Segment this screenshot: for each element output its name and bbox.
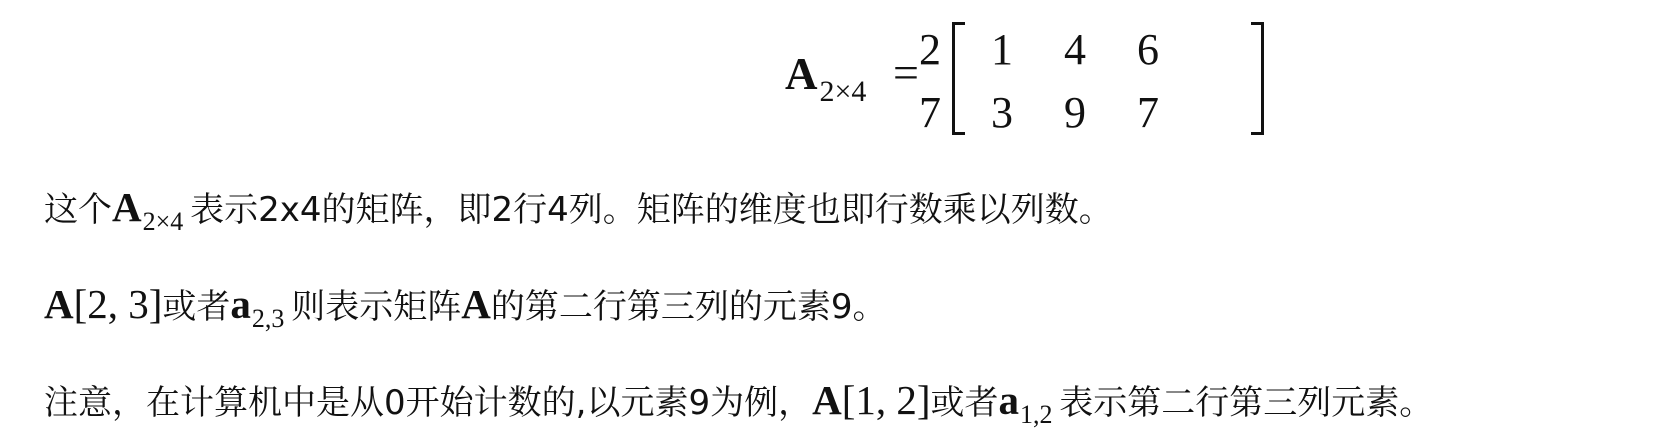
paragraph-element-index xyxy=(44,281,887,333)
paragraph-dimension xyxy=(44,184,1113,236)
line1-subscript: 2×4 xyxy=(142,207,184,236)
line3-index: [1, 2] xyxy=(841,377,931,423)
line3-element-symbol: a xyxy=(998,377,1019,423)
line3-connector: 或者 xyxy=(930,383,999,423)
line2-suffix: 的第二行第三列的元素9。 xyxy=(490,287,887,327)
matrix-subscript: 2×4 xyxy=(819,75,867,108)
paragraph-zero-index-note xyxy=(44,377,1434,429)
line1-prefix: 这个 xyxy=(44,190,112,230)
matrix-cell-r1c4: 6 xyxy=(1137,25,1159,74)
matrix-cell-r2c3: 9 xyxy=(1064,88,1086,137)
matrix-cell-r1c1: 2 xyxy=(919,25,941,74)
line2-connector: 或者 xyxy=(162,287,231,327)
matrix-cell-r1c3: 4 xyxy=(1064,25,1086,74)
line3-prefix: 注意，在计算机中是从0开始计数的,以元素9为例， xyxy=(44,383,813,423)
line2-middle: 则表示矩阵 xyxy=(291,287,462,327)
line1-suffix: 表示2x4的矩阵，即2行4列。矩阵的维度也即行数乘以列数。 xyxy=(190,190,1113,230)
line3-matrix-symbol: A xyxy=(812,377,842,423)
line3-suffix: 表示第二行第三列元素。 xyxy=(1059,383,1434,423)
equals-sign: = xyxy=(893,47,919,98)
left-bracket xyxy=(952,22,965,135)
matrix-cell-r2c2: 3 xyxy=(991,88,1013,137)
right-bracket xyxy=(1251,22,1264,135)
line2-element-subscript: 2,3 xyxy=(251,304,285,333)
line2-index: [2, 3] xyxy=(73,281,163,327)
line2-matrix-symbol: A xyxy=(44,281,74,327)
matrix-lhs xyxy=(785,49,867,108)
matrix-cell-r2c1: 7 xyxy=(919,88,941,137)
line2-matrix-symbol-2: A xyxy=(461,281,491,327)
matrix-equation xyxy=(785,18,1265,140)
line3-element-subscript: 1,2 xyxy=(1020,400,1053,429)
matrix-symbol: A xyxy=(785,49,818,99)
line1-matrix-symbol: A xyxy=(112,184,142,230)
matrix-cell-r2c4: 7 xyxy=(1137,88,1159,137)
line2-element-symbol: a xyxy=(230,281,251,327)
matrix-cell-r1c2: 1 xyxy=(991,25,1013,74)
